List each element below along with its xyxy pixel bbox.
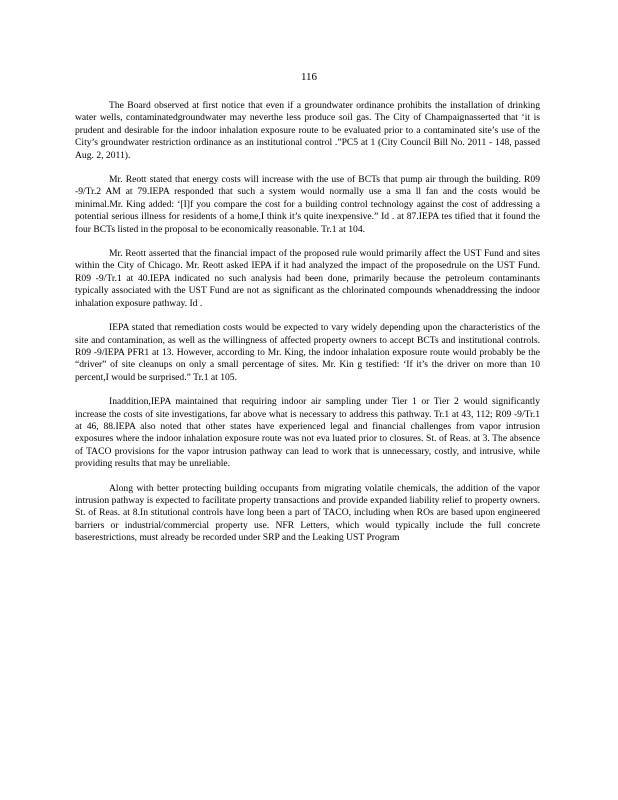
page-number: 116: [300, 71, 318, 83]
paragraph-1: The Board observed at first notice that even if a groundwater ordinance prohibits the installation of drinking water wells, contaminatedgroundwater may neverthe less produce soil gas. The City of Champaignasserted that ‘it is prudent and desirable for the indoor inhalation exposure route to be evaluated prior to a contaminated site’s use of the City’s groundwater restriction ordinance as an institutional control .”PC5 at 1 (City Council Bill No. 2011 - 148, passed Aug. 2, 2011).: [75, 100, 540, 161]
paragraph-5: Inaddition,IEPA maintained that requiring indoor air sampling under Tier 1 or Tier 2 would significantly increase the costs of site investigations, far above what is necessary to address this pathway. Tr.1 at 43, 112; R09 -9/Tr.1 at 46, 88.IEPA also noted that other states have experienced legal and financial challenges from vapor intrusion exposures where the indoor inhalation exposure route was not eva luated prior to closures. St. of Reas. at 3. The absence of TACO provisions for the vapor intrusion pathway can lead to work that is unnecessary, costly, and intrusive, while providing results that may be unreliable.: [75, 396, 540, 470]
paragraph-3: Mr. Reott asserted that the financial impact of the proposed rule would primarily affect the UST Fund and sites within the City of Chicago. Mr. Reott asked IEPA if it had analyzed the impact of the proposedrule on the UST Fund. R09 -9/Tr.1 at 40.IEPA indicated no such analysis had been done, primarily because the petroleum contaminants typically associated with the UST Fund are not as significant as the chlorinated compounds whenaddressing the indoor inhalation exposure pathway. Id .: [75, 248, 540, 309]
paragraph-6: Along with better protecting building occupants from migrating volatile chemicals, the addition of the vapor intrusion pathway is expected to facilitate property transactions and provide expanded liability relief to property owners. St. of Reas. at 8.In stitutional controls have long been a part of TACO, including when ROs are based upon engineered barriers or industrial/commercial property use. NFR Letters, which would typically include the full concrete baserestrictions, must already be recorded under SRP and the Leaking UST Program: [75, 482, 540, 544]
body-text: [75, 100, 540, 557]
paragraph-4: IEPA stated that remediation costs would be expected to vary widely depending upon the characteristics of the site and contamination, as well as the willingness of affected property owners to accept BCTs and institutional controls. R09 -9/IEPA PFR1 at 13. However, according to Mr. King, the indoor inhalation exposure route would probably be the “driver” of site cleanups on only a small percentage of sites. Mr. Kin g testified: ‘If it’s the driver on more than 10 percent,I would be surprised.” Tr.1 at 105.: [75, 322, 540, 383]
paragraph-2: Mr. Reott stated that energy costs will increase with the use of BCTs that pump air through the building. R09 -9/Tr.2 AM at 79.IEPA responded that such a system would normally use a sma ll fan and the costs would be minimal.Mr. King added: ‘[I]f you compare the cost for a building control technology against the cost of addressing a potential serious illness for residents of a home,I think it’s quite inexpensive.” Id . at 87.IEPA tes tified that it found the four BCTs listed in the proposal to be economically reasonable. Tr.1 at 104.: [75, 174, 540, 235]
